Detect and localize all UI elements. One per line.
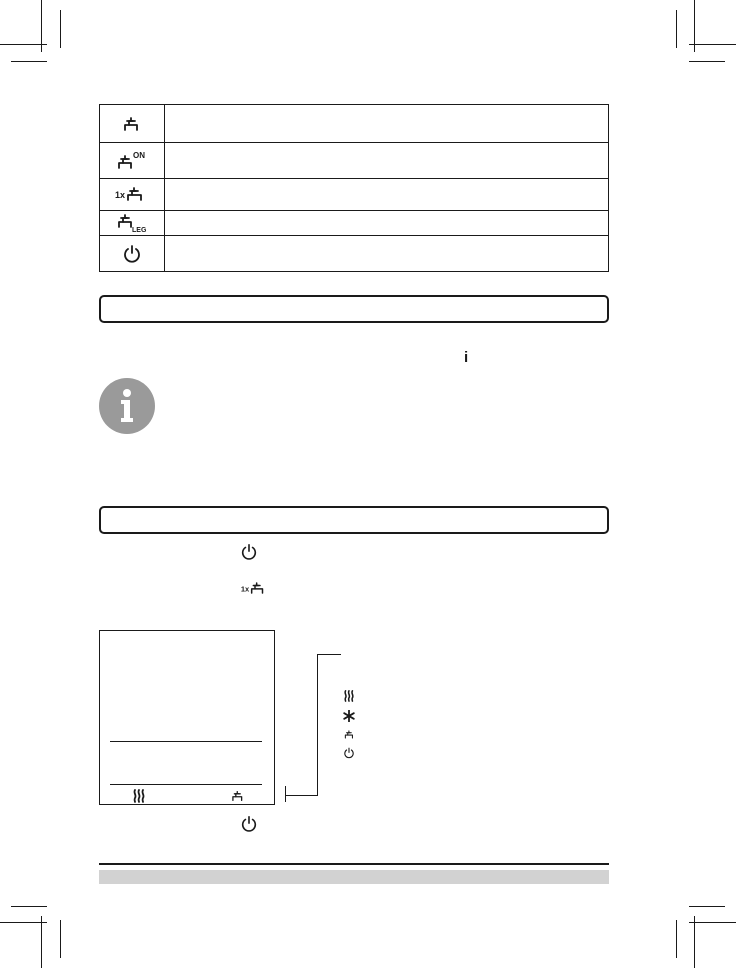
step-faucet-once-prefix: 1x bbox=[240, 584, 250, 594]
faucet-icon bbox=[343, 729, 356, 740]
info-inline-symbol: i bbox=[464, 349, 469, 366]
table-row bbox=[100, 142, 608, 179]
table-row-description bbox=[172, 105, 600, 142]
info-icon bbox=[99, 378, 155, 434]
display-illustration bbox=[99, 630, 275, 805]
section-header-2 bbox=[99, 506, 609, 534]
footer-band bbox=[99, 870, 609, 884]
heating-icon bbox=[132, 789, 146, 803]
asterisk-icon bbox=[343, 710, 355, 722]
power-icon bbox=[240, 815, 258, 833]
power-icon bbox=[100, 235, 165, 272]
power-icon bbox=[343, 747, 355, 759]
power-icon bbox=[240, 543, 258, 561]
table-row bbox=[100, 210, 608, 236]
display-divider bbox=[110, 741, 262, 742]
icon-table bbox=[99, 104, 609, 272]
faucet-on-icon bbox=[100, 142, 165, 178]
heating-icon bbox=[343, 690, 355, 702]
table-row-description bbox=[172, 142, 600, 178]
table-row-description bbox=[172, 210, 600, 235]
faucet-icon bbox=[230, 789, 246, 803]
footer-rule bbox=[99, 863, 609, 865]
faucet-leg-icon bbox=[100, 210, 165, 235]
section-header-1 bbox=[99, 295, 609, 323]
table-row bbox=[100, 178, 608, 211]
faucet-leg-badge: LEG bbox=[132, 226, 147, 233]
faucet-once-prefix: 1x bbox=[115, 190, 126, 200]
faucet-on-badge: ON bbox=[133, 151, 145, 160]
table-row-description bbox=[172, 235, 600, 272]
table-row bbox=[100, 235, 608, 272]
display-divider bbox=[110, 784, 262, 785]
table-row-description bbox=[172, 178, 600, 210]
faucet-once-icon bbox=[100, 178, 165, 210]
table-row bbox=[100, 105, 608, 143]
faucet-icon bbox=[100, 105, 165, 142]
faucet-once-icon bbox=[240, 580, 270, 596]
